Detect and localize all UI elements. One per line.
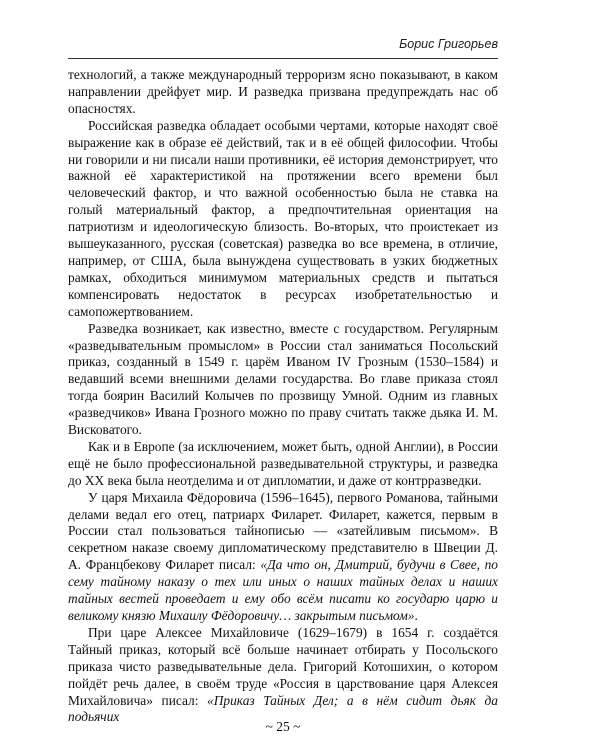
paragraph-4 — [68, 439, 498, 490]
paragraph-5-quote: «Да что он, Дмитрий, будучи в Свее, по сему тайному наказу о тех или иных о наших тайных делах и наших тайных вестей проведает и ему обо всём писати ко государю царю и великому князю Михаилу Фёдоровичу… закрытым письмом» — [68, 557, 499, 623]
page-number: ~ 25 ~ — [265, 719, 301, 734]
running-head: Борис Григорьев — [399, 37, 498, 51]
paragraph-5-tail: . — [414, 608, 418, 623]
paragraph-1 — [68, 67, 498, 118]
paragraph-4-text: Как и в Европе (за исключением, может быть, одной Англии), в России ещё не было профессиональной разведывательной структуры, и разведка до XX века была неотделима и от дипломатии, и даже от контрразведки. — [68, 438, 498, 488]
body-text — [68, 67, 498, 726]
paragraph-1-text: технологий, а также международный терроризм ясно показывают, в каком направлении дрейфует мир. И разведка призвана предупреждать нас об опасностях. — [68, 67, 498, 116]
paragraph-2 — [68, 118, 498, 321]
paragraph-6-quote: «Приказ Тайных Дел; а в нём сидит дьяк да подьячих — [68, 692, 498, 725]
paragraph-6 — [68, 625, 498, 726]
paragraph-3 — [68, 321, 498, 439]
paragraph-5-text: У царя Михаила Фёдоровича (1596–1645), первого Романова, тайными делами ведал его отец, патриарх Филарет. Филарет, кажется, первым в России стал пользоваться тайнописью — «затейливым письмом». В секретном наказе своему дипломатическому представителю в Швеции Д. А. Францбекову Филарет писал: — [68, 489, 498, 573]
paragraph-3-text: Разведка возникает, как известно, вместе с государством. Регулярным «разведывательным промыслом» в России стал заниматься Посольский приказ, созданный в 1549 г. царём Иваном IV Грозным (1530–1584) и ведавший всеми внешними делами государства. Во главе приказа стоял тогда боярин Василий Колычев по прозвищу Умной. Одним из главных «разведчиков» Ивана Грозного можно по праву считать также дьяка И. М. Висковатого. — [68, 320, 498, 438]
paragraph-2-text: Российская разведка обладает особыми чертами, которые находят своё выражение как в образе её действий, так и в её общей философии. Чтобы ни говорили и ни писали наши противники, её история демонстрирует, что важной её характеристикой на протяжении всего времени был человеческий фактор, и что важной особенностью была не ставка на голый материальный фактор, а предпочтительная ориентация на патриотизм и идеологическую близость. Во-вторых, что проистекает из вышеуказанного, русская (советская) разведка во все времена, в отличие, например, от США, была вынуждена существовать в узких бюджетных рамках, обходиться минимумом материальных средств и пытаться компенсировать недостаток в ресурсах изобретательностью и самопожертвованием. — [68, 117, 498, 319]
paragraph-5 — [68, 490, 498, 625]
paragraph-6-text: При царе Алексее Михайловиче (1629–1679) в 1654 г. создаётся Тайный приказ, который всё больше начинает отбирать у Посольского приказа чисто разведывательные дела. Григорий Котошихин, о котором пойдёт речь далее, в своём труде «Россия в царствование царя Алексея Михайловича» писал: — [68, 624, 498, 708]
header-rule — [68, 58, 498, 59]
